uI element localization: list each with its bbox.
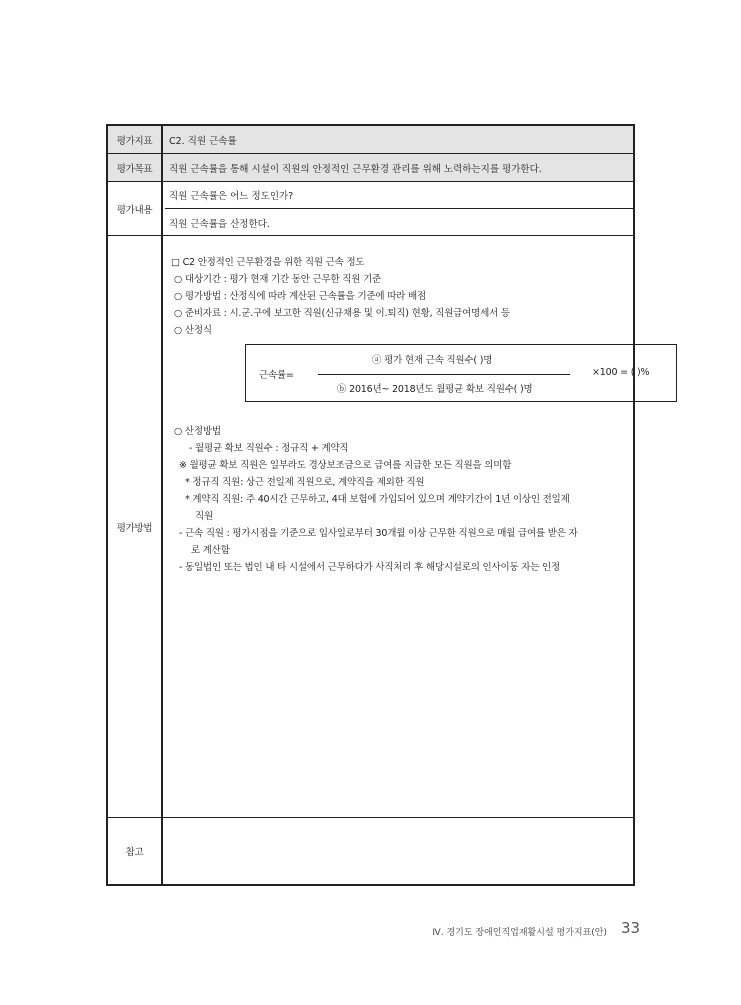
formula-box (245, 344, 677, 402)
indicator-row (108, 126, 633, 154)
page-number: 33 (621, 919, 641, 937)
fraction-line (318, 374, 570, 375)
method-calc-line: - 월평균 확보 직원수 : 정규직 + 계약직 (189, 443, 349, 454)
footer-section-title: Ⅳ. 경기도 장애인직업재활시설 평가지표(안) (432, 928, 607, 938)
method-formula-heading: ○ 산정식 (174, 325, 212, 336)
method-calc-line: 직원 (195, 511, 213, 522)
indicator-value: C2. 직원 근속률 (169, 135, 237, 147)
method-calc-line: - 근속 직원 : 평가시점을 기준으로 입사일로부터 30개월 이상 근무한 직원으로 매월 급여를 받은 자 (179, 528, 578, 539)
objective-label: 평가목표 (108, 154, 163, 181)
indicator-label: 평가지표 (108, 126, 163, 153)
method-period: ○ 대상기간 : 평가 현재 기간 동안 근무한 직원 기준 (174, 274, 382, 285)
note-label: 참고 (108, 818, 163, 884)
method-row (108, 236, 650, 818)
method-calc-line: - 동일법인 또는 법인 내 타 시설에서 근무하다가 사직처리 후 해당시설로의 인사이동 자는 인정 (179, 562, 561, 573)
content-row (108, 182, 633, 236)
objective-row (108, 154, 633, 182)
content-answer: 직원 근속률을 산정한다. (169, 218, 270, 230)
method-calc-line: ※ 월평균 확보 직원은 일부라도 경상보조금으로 급여를 지급한 모든 직원을 의미함 (179, 460, 512, 471)
note-row (108, 818, 633, 884)
content-question: 직원 근속률은 어느 정도인가? (165, 182, 633, 209)
formula-lhs: 근속률= (259, 370, 294, 381)
content-label: 평가내용 (108, 182, 163, 235)
method-heading: □ C2 안정적인 근무환경을 위한 직원 근속 정도 (171, 257, 365, 268)
formula-numerator: ⓐ 평가 현재 근속 직원수( )명 (372, 355, 493, 366)
method-content (165, 236, 650, 817)
method-calc-line: 로 계산함 (191, 545, 230, 556)
formula-rhs: ×100 = ( )% (592, 367, 650, 378)
evaluation-table (106, 124, 650, 886)
method-scoring: ○ 평가방법 : 산정식에 따라 계산된 근속률을 기준에 따라 배점 (174, 291, 426, 302)
note-value (165, 818, 633, 884)
formula-denominator: ⓑ 2016년~ 2018년도 월평균 확보 직원수( )명 (337, 384, 533, 395)
method-calc-line: * 정규직 직원: 상근 전일제 직원으로, 계약직을 제외한 직원 (185, 477, 425, 488)
method-label: 평가방법 (108, 236, 163, 817)
method-calc-line: * 계약직 직원: 주 40시간 근무하고, 4대 보험에 가입되어 있으며 계약기간이 1년 이상인 전일제 (185, 494, 570, 505)
method-calc-heading: ○ 산정방법 (174, 426, 221, 437)
method-materials: ○ 준비자료 : 시.군.구에 보고한 직원(신규채용 및 이.퇴직) 현황, 직원급여명세서 등 (174, 308, 510, 319)
objective-value: 직원 근속률을 통해 시설이 직원의 안정적인 근무환경 관리를 위해 노력하는지를 평가한다. (169, 163, 542, 175)
